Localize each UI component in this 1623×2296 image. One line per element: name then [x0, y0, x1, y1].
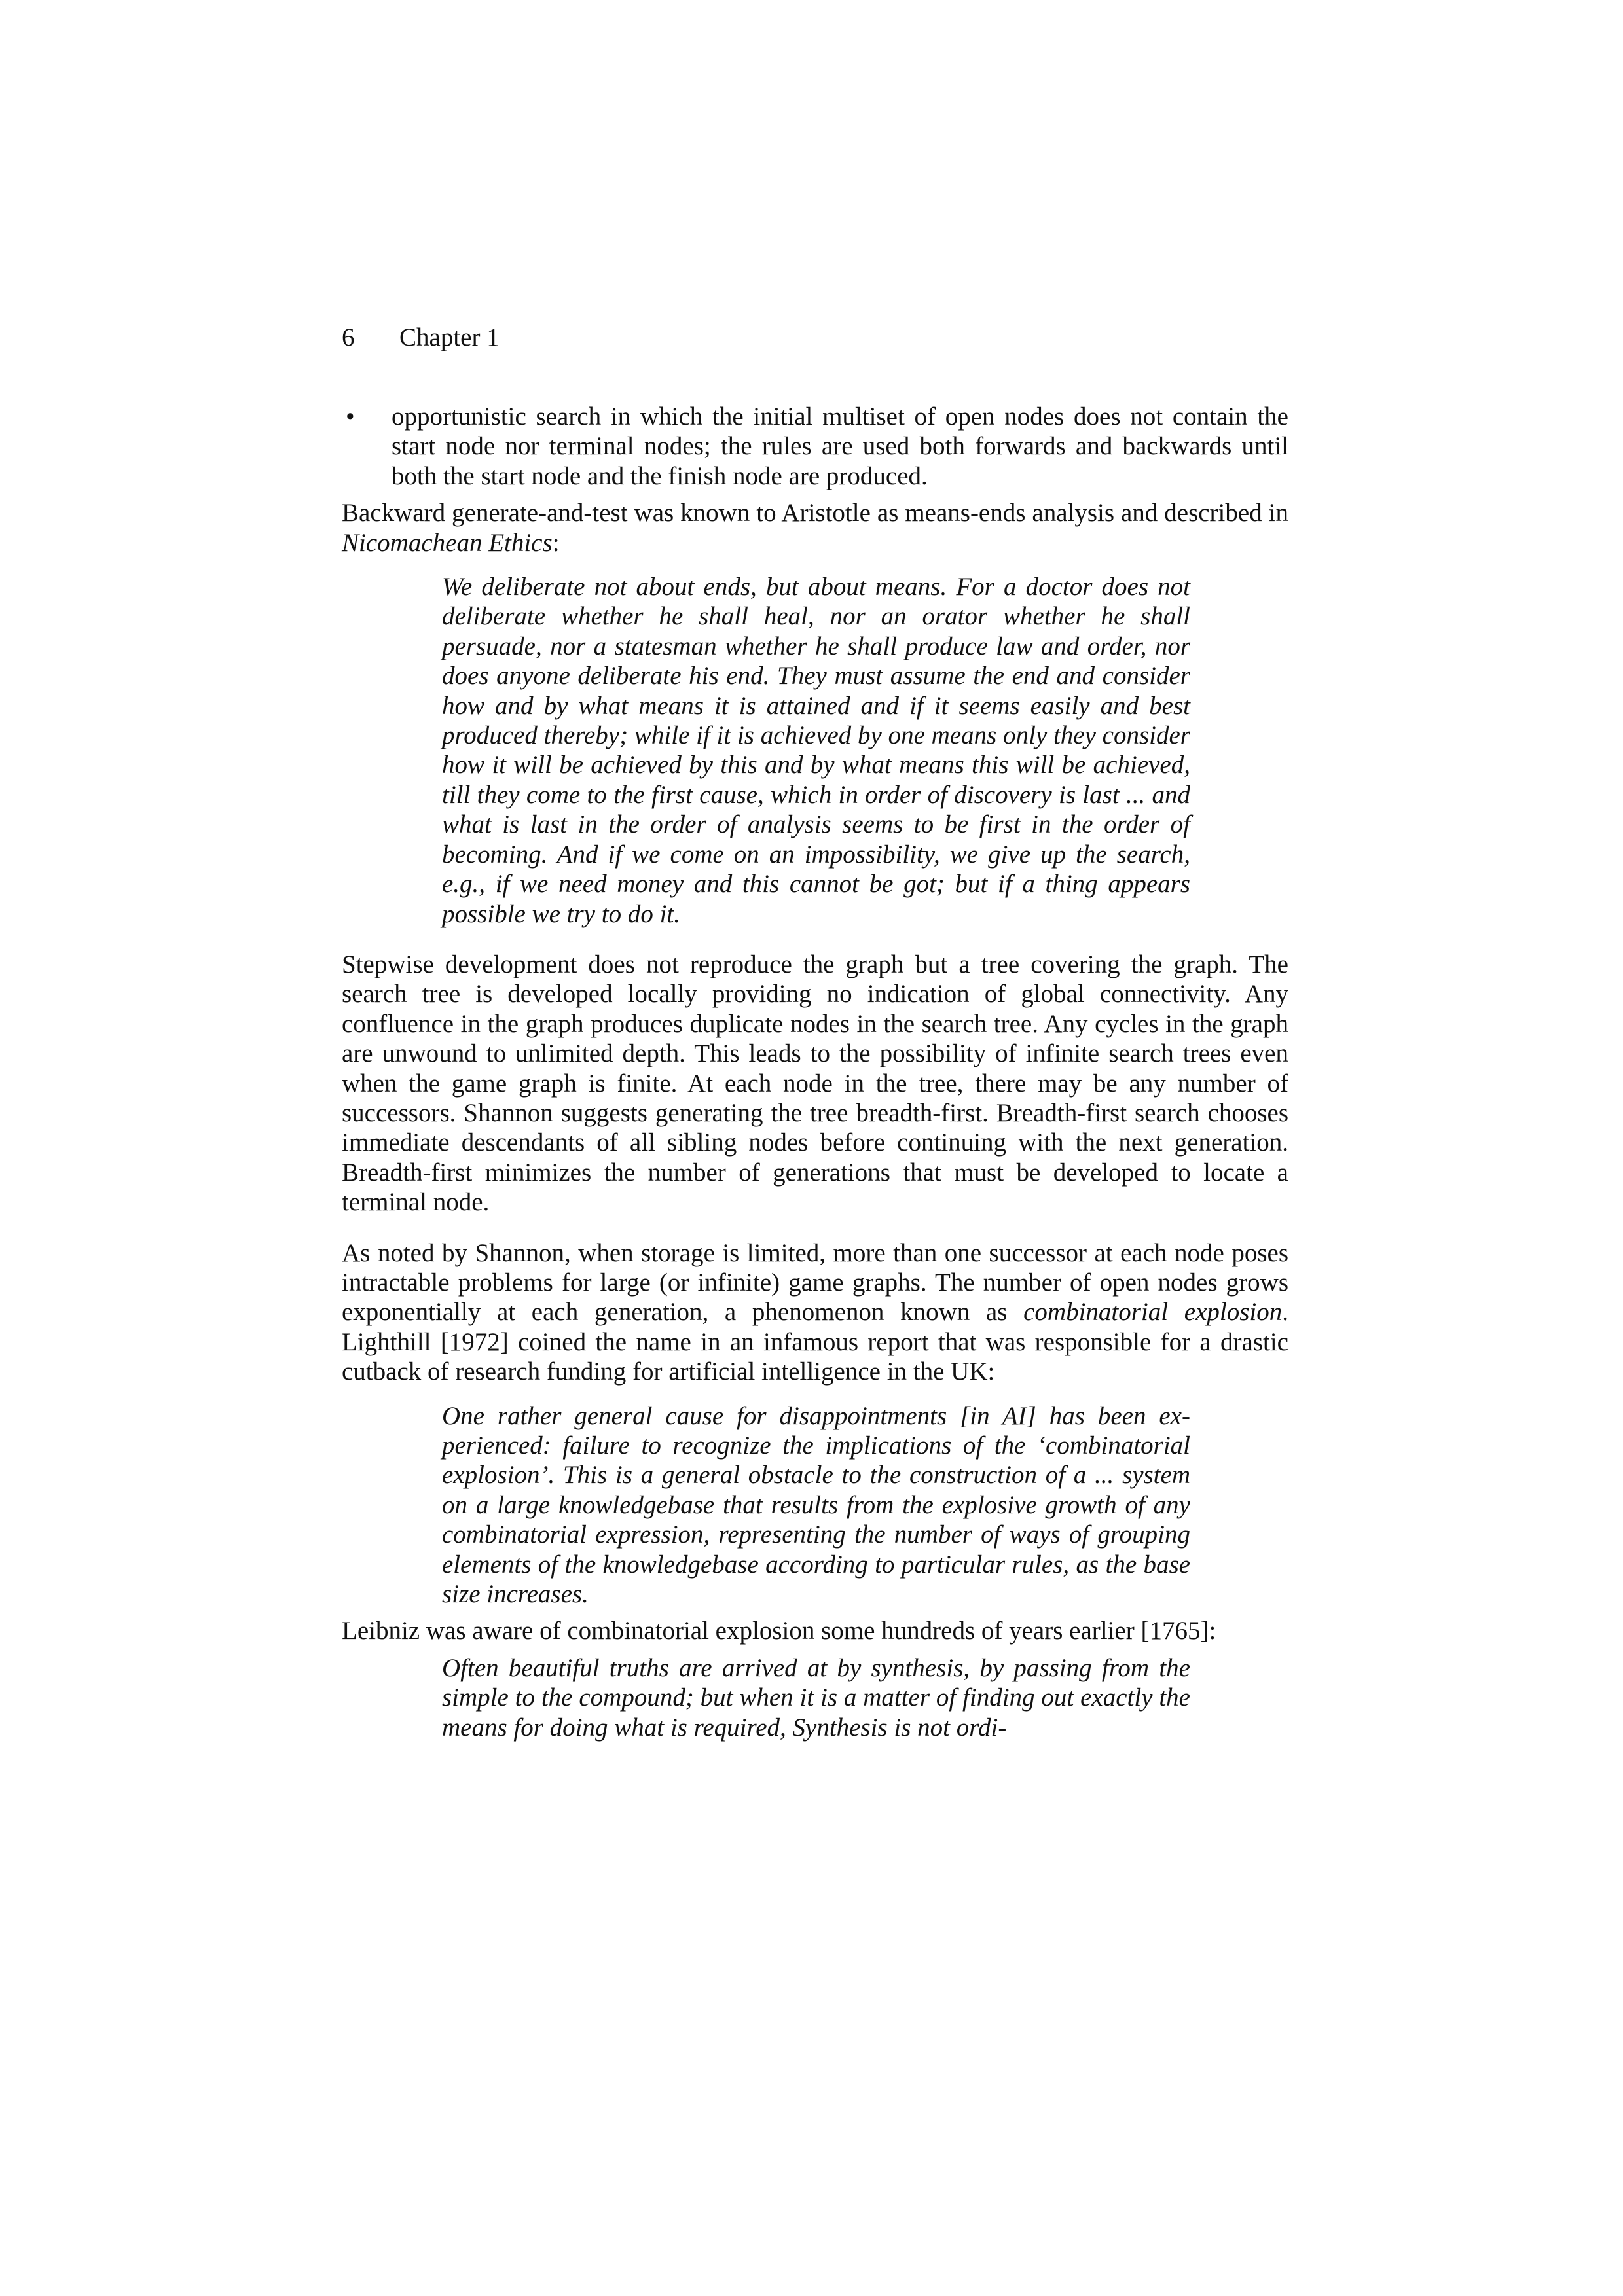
paragraph-text: :: [552, 528, 560, 557]
block-quote-leibniz: [442, 1653, 1190, 1742]
paragraph-backward-generate: [342, 498, 1288, 558]
bullet-list-item: [342, 402, 1288, 491]
page-number: 6: [342, 323, 355, 351]
body-text: [342, 402, 1288, 1742]
paragraph-text: Backward generate-and-test was known to Aristotle as means-ends analysis and described in: [342, 499, 1288, 528]
quote-text: One rather general cause for disappointments [in AI] has been experienced: failure to recognize the implications of the ‘combinatorial explosion’. This is a general obstacle to the construction of a ... system on a large knowledgebase that results from the explosive growth of any combinatorial expression, representing the number of ways of grouping elements of the knowledgebase according to particular rules, as the base size increases.: [442, 1401, 1190, 1609]
chapter-title: Chapter 1: [399, 323, 500, 351]
emphasized-term: combinatorial explosion: [1023, 1298, 1283, 1327]
block-quote-aristotle: [442, 572, 1190, 929]
quote-text: We deliberate not about ends, but about means. For a doctor does not deliberate whether he shall heal, nor an orator whether he shall persuade, nor a statesman whether he shall produce law and order, nor does anyone deliberate his end. They must assume the end and consider how and by what means it is attained and if it seems easily and best produced thereby; while if it is achieved by one means only they consider how it will be achieved by this and by what means this will be achieved, till they come to the first cause, which in order of discovery is last ... and what is last in the order of analysis seems to be first in the order of becoming. And if we come on an impossibility, we give up the search, e.g., if we need money and this cannot be got; but if a thing appears possible we try to do it.: [442, 573, 1190, 928]
paragraph-text: . Lighthill [1972] coined the name in an infamous report that was responsible for a drastic cutback of research funding for artificial intelligence in the UK:: [342, 1298, 1288, 1386]
book-title: Nicomachean Ethics: [342, 528, 553, 557]
paragraph-shannon: [342, 1238, 1288, 1387]
paragraph-leibniz: Leibniz was aware of combinatorial explosion some hundreds of years earlier [1765]:: [342, 1617, 1216, 1645]
paragraph-text: As noted by Shannon, when storage is limited, more than one successor at each node poses intractable problems for large (or infinite) game graphs. The number of open nodes grows exponentially at each generation, a phenomenon known as: [342, 1238, 1288, 1327]
bullet-icon: •: [346, 403, 355, 431]
running-header: [342, 323, 500, 352]
block-quote-lighthill: [442, 1401, 1190, 1609]
paragraph-stepwise: Stepwise development does not reproduce the graph but a tree covering the graph. The search tree is developed locally providing no indication of global connectivity. Any confluence in the graph produces duplicate nodes in the search tree. Any cycles in the graph are unwound to unlimited depth. This leads to the possibility of infinite search trees even when the game graph is finite. At each node in the tree, there may be any number of successors. Shannon suggests generating the tree breadth-first. Breadth-first search chooses immediate descendants of all sibling nodes before continuing with the next generation. Breadth-first minimizes the number of generations that must be developed to locate a terminal node.: [342, 950, 1288, 1217]
bullet-item-text: opportunistic search in which the initial multiset of open nodes does not contain the start node nor terminal nodes; the rules are used both forwards and backwards until both the start node and the finish node are produced.: [392, 403, 1288, 490]
quote-text: Often beautiful truths are arrived at by synthesis, by passing from the simple to the compound; but when it is a matter of finding out exactly the means for doing what is required, Synthesis is not ordi-: [442, 1653, 1190, 1742]
